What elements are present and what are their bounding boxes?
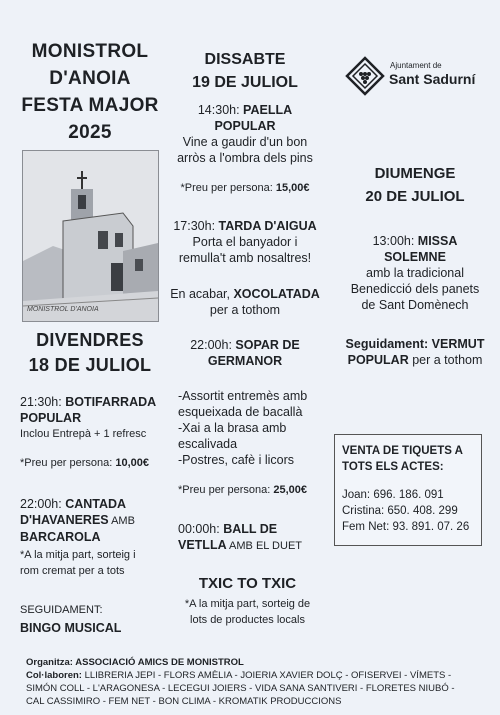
price-value: 15,00€ (275, 182, 310, 194)
event-name-cont: SOLEMNE (384, 250, 446, 264)
collaborators-line-3: CAL CASSIMIRO - FEM NET - BON CLIMA - KROMATIK PRODUCCIONS (26, 696, 342, 707)
event-note-2: rom cremat per a tots (20, 565, 125, 577)
event-name: XOCOLATADA (233, 287, 320, 301)
saturday-date: 19 DE JULIOL (192, 74, 298, 91)
tickets-heading-2: TOTS ELS ACTES: (342, 461, 444, 473)
saturday-day: DISSABTE (204, 51, 286, 68)
organitza-name: ASSOCIACIÓ AMICS DE MONISTROL (75, 657, 244, 668)
event-desc: per a tothom (209, 303, 281, 317)
title-line-2: D'ANOIA (49, 68, 131, 89)
menu-line: escalivada (178, 437, 238, 451)
church-illustration (22, 150, 159, 322)
event-name-cont: GERMANOR (207, 354, 283, 368)
price-label: *Preu per persona: (178, 484, 274, 496)
event-name: SOPAR DE (235, 338, 300, 352)
event-missa (335, 233, 495, 313)
festival-title (10, 38, 170, 146)
event-name: BALL DE (223, 522, 278, 536)
friday-day: DIVENDRES (36, 330, 144, 350)
contact-line: Cristina: 650. 408. 299 (342, 505, 458, 517)
collaborators-line-1: LLIBRERIA JEPI - FLORS AMÈLIA - JOIERIA XAVIER DOLÇ - OFISERVEI - VÍMETS - (84, 670, 452, 681)
shield-icon (345, 56, 385, 96)
event-name-band: BARCAROLA (20, 530, 101, 544)
menu-line: -Assortit entremès amb (178, 389, 308, 403)
event-name-cont: POPULAR (214, 119, 276, 133)
followup-label: SEGUIDAMENT: (20, 604, 103, 616)
event-note-1: *A la mitja part, sorteig de (184, 598, 311, 610)
contact-line: Fem Net: 93. 891. 07. 26 (342, 521, 470, 533)
price-value: 25,00€ (273, 484, 308, 496)
logo-name: Sant Sadurní (389, 71, 476, 87)
event-time: 00:00h: (178, 522, 224, 536)
tickets-heading (342, 443, 463, 475)
event-havaneres (20, 496, 180, 579)
event-desc-1: amb la tradicional (366, 266, 464, 280)
sopar-menu (178, 388, 328, 498)
menu-line: -Xai a la brasa amb (178, 421, 287, 435)
church-sketch-image (23, 151, 158, 321)
event-time: 13:00h: (372, 234, 418, 248)
event-name-cont: POPULAR (347, 353, 409, 367)
sunday-date: 20 DE JULIOL (365, 188, 465, 205)
price-label: *Preu per persona: (180, 182, 276, 194)
illustration-caption: MONISTROL D'ANOIA (27, 306, 99, 313)
event-desc-1: Vine a gaudir d'un bon (182, 135, 308, 149)
event-name: TXIC TO TXIC (198, 575, 297, 592)
event-name: PAELLA (243, 103, 293, 117)
price-label: *Preu per persona: (20, 457, 116, 469)
event-desc-2: remulla't amb nosaltres! (178, 251, 312, 265)
event-name-cont: POPULAR (20, 411, 82, 425)
event-xocolatada (165, 286, 325, 318)
event-ball (178, 521, 328, 554)
event-desc-3: de Sant Domènech (361, 298, 469, 312)
tickets-contacts (342, 487, 469, 535)
footer (26, 656, 496, 708)
event-sopar-header (165, 337, 325, 369)
event-note-1: *A la mitja part, sorteig i (20, 549, 136, 561)
event-note-2: lots de productes locals (190, 614, 305, 626)
logo-small-text: Ajuntament de (390, 61, 442, 70)
sunday-heading (335, 162, 495, 208)
event-name-cont: VETLLA (178, 538, 227, 552)
tickets-heading-1: VENTA DE TIQUETS A (342, 445, 463, 457)
menu-line: esqueixada de bacallà (178, 405, 303, 419)
title-line-1: MONISTROL (31, 41, 149, 62)
event-time: 17:30h: (173, 219, 219, 233)
event-name-cont: D'HAVANERES (20, 513, 109, 527)
event-description: Inclou Entrepà + 1 refresc (20, 428, 147, 440)
sunday-day: DIUMENGE (374, 165, 456, 182)
event-extra: per a tothom (408, 353, 483, 367)
event-desc-1: Porta el banyador i (192, 235, 298, 249)
event-name: TARDA D'AIGUA (218, 219, 317, 233)
event-extra: AMB (108, 515, 135, 527)
followup-event: BINGO MUSICAL (20, 621, 122, 635)
event-paella (165, 102, 325, 196)
saturday-heading (165, 48, 325, 94)
friday-date: 18 DE JULIOL (28, 355, 152, 375)
menu-line: -Postres, cafè i licors (178, 453, 295, 467)
event-name: VERMUT (431, 337, 485, 351)
event-name: CANTADA (65, 497, 127, 511)
event-tarda-aigua (165, 218, 325, 266)
event-name: MISSA (417, 234, 458, 248)
contact-line: Joan: 696. 186. 091 (342, 489, 444, 501)
friday-heading (10, 328, 170, 378)
event-time: 22:00h: (20, 497, 66, 511)
event-vermut (335, 336, 495, 368)
event-time: 22:00h: (190, 338, 236, 352)
event-time: 14:30h: (197, 103, 244, 117)
event-botifarrada (20, 394, 180, 471)
title-line-3: FESTA MAJOR (21, 95, 159, 116)
event-pre: En acabar, (170, 287, 234, 301)
event-bingo (20, 602, 180, 636)
municipal-logo (345, 56, 495, 96)
event-name: BOTIFARRADA (65, 395, 157, 409)
tickets-box (334, 434, 482, 546)
title-line-4: 2025 (68, 122, 112, 143)
event-pre: Seguidament: (345, 337, 432, 351)
organitza-label: Organitza: (26, 657, 76, 668)
event-time: 21:30h: (20, 395, 66, 409)
event-desc-2: Benedicció dels panets (350, 282, 480, 296)
event-txic (165, 574, 330, 628)
price-value: 10,00€ (115, 457, 150, 469)
event-extra: AMB EL DUET (226, 540, 302, 552)
collaborators-label: Col·laboren: (26, 670, 85, 681)
collaborators-line-2: SIMÓN COLL - L'ARAGONESA - LECEGUI JOIERS - VIDA SANA SANTIVERI - FLORETES NIUBÓ - (26, 683, 455, 694)
event-desc-2: arròs a l'ombra dels pins (177, 151, 313, 165)
